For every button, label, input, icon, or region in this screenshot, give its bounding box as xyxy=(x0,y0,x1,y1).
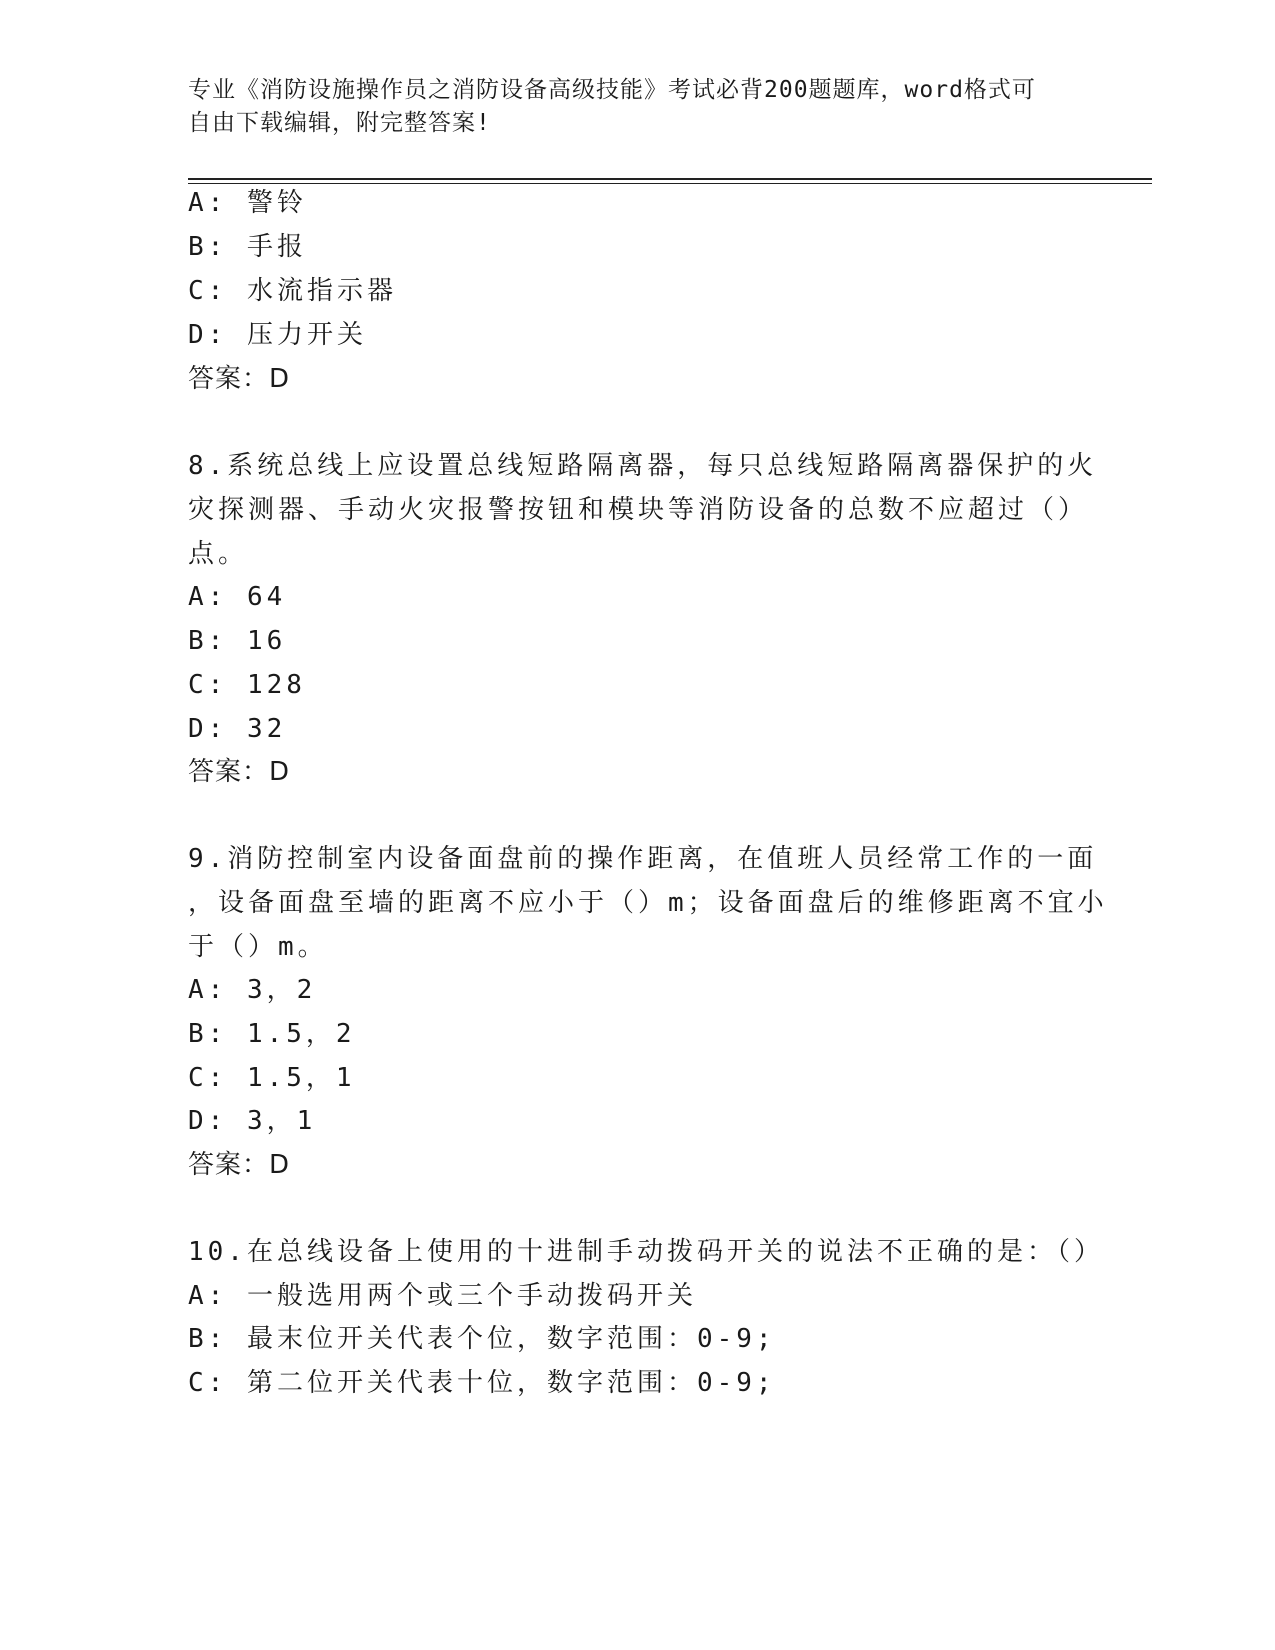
q7-answer: 答案：D xyxy=(188,364,291,394)
q7-option-d: D: 压力开关 xyxy=(188,320,367,350)
q7-option-a: A: 警铃 xyxy=(188,188,307,218)
q9-stem-line-1: 9.消防控制室内设备面盘前的操作距离，在值班人员经常工作的一面 xyxy=(188,844,1098,874)
q8-option-b: B: 16 xyxy=(188,626,287,656)
q10-option-a: A: 一般选用两个或三个手动拨码开关 xyxy=(188,1281,697,1311)
q8-option-a: A: 64 xyxy=(188,582,287,612)
document-header xyxy=(188,74,1088,140)
q8-stem-line-2: 灾探测器、手动火灾报警按钮和模块等消防设备的总数不应超过（） xyxy=(188,495,1089,525)
q10-option-b: B: 最末位开关代表个位，数字范围：0-9; xyxy=(188,1324,776,1354)
q9-stem-line-3: 于（）m。 xyxy=(188,932,328,962)
q8-option-c: C: 128 xyxy=(188,670,306,700)
q9-option-d: D: 3，1 xyxy=(188,1106,317,1136)
q10-option-c: C: 第二位开关代表十位，数字范围：0-9; xyxy=(188,1368,776,1398)
q7-option-b: B: 手报 xyxy=(188,232,307,262)
q8-answer: 答案：D xyxy=(188,757,291,787)
q10-stem-line-1: 10.在总线设备上使用的十进制手动拨码开关的说法不正确的是：（） xyxy=(188,1237,1104,1267)
header-rule-thick xyxy=(188,178,1152,180)
q9-answer: 答案：D xyxy=(188,1150,291,1180)
q8-option-d: D: 32 xyxy=(188,714,287,744)
header-rule-thin xyxy=(188,183,1152,184)
q8-stem-line-1: 8.系统总线上应设置总线短路隔离器，每只总线短路隔离器保护的火 xyxy=(188,451,1098,481)
q9-option-c: C: 1.5，1 xyxy=(188,1063,356,1093)
q9-option-a: A: 3，2 xyxy=(188,975,317,1005)
q9-option-b: B: 1.5，2 xyxy=(188,1019,356,1049)
header-line-2: 自由下载编辑，附完整答案! xyxy=(188,110,491,136)
q9-stem-line-2: ，设备面盘至墙的距离不应小于（）m；设备面盘后的维修距离不宜小 xyxy=(188,888,1108,918)
q7-option-c: C: 水流指示器 xyxy=(188,276,397,306)
header-line-1: 专业《消防设施操作员之消防设备高级技能》考试必背200题题库，word格式可 xyxy=(188,77,1036,103)
q8-stem-line-3: 点。 xyxy=(188,539,249,569)
